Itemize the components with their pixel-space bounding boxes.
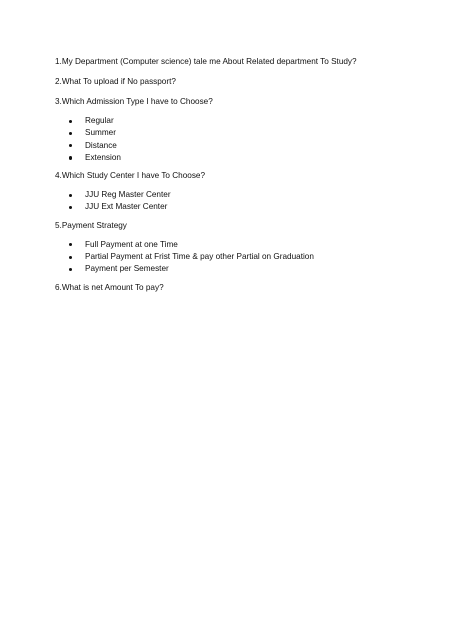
bullet-icon (69, 194, 72, 197)
bullet-icon (69, 156, 72, 159)
question-2: 2.What To upload if No passport? (55, 77, 176, 86)
list-item (55, 140, 455, 152)
bullet-icon (69, 144, 72, 147)
payment-option-full: Full Payment at one Time (85, 239, 178, 249)
bullet-icon (69, 132, 72, 135)
bullet-icon (69, 243, 72, 246)
study-center-ext: JJU Ext Master Center (85, 202, 168, 212)
admission-type-list (55, 115, 455, 164)
list-item (55, 189, 455, 201)
study-center-reg: JJU Reg Master Center (85, 190, 171, 200)
payment-option-semester: Payment per Semester (85, 264, 169, 274)
bullet-icon (69, 206, 72, 209)
list-item (55, 115, 455, 127)
payment-option-partial: Partial Payment at Frist Time & pay other Partial on Graduation (85, 252, 314, 262)
question-3: 3.Which Admission Type I have to Choose? (55, 97, 213, 106)
document-content (55, 56, 455, 302)
payment-option-list (55, 239, 455, 276)
question-4: 4.Which Study Center I have To Choose? (55, 171, 206, 181)
list-item (55, 251, 455, 263)
list-item (55, 239, 455, 251)
list-item (55, 127, 455, 139)
question-6: 6.What is net Amount To pay? (55, 282, 164, 292)
admission-type-summer: Summer (85, 128, 116, 138)
question-5: 5.Payment Strategy (55, 220, 127, 230)
bullet-icon (69, 120, 72, 123)
bullet-icon (69, 256, 72, 259)
admission-type-distance: Distance (85, 140, 117, 150)
study-center-list (55, 189, 455, 214)
list-item (55, 152, 455, 164)
list-item (55, 201, 455, 213)
list-item (55, 263, 455, 275)
admission-type-extension: Extension (85, 152, 121, 162)
admission-type-regular: Regular (85, 116, 114, 125)
question-1: 1.My Department (Computer science) tale me About Related department To Study? (55, 57, 357, 66)
bullet-icon (69, 268, 72, 271)
